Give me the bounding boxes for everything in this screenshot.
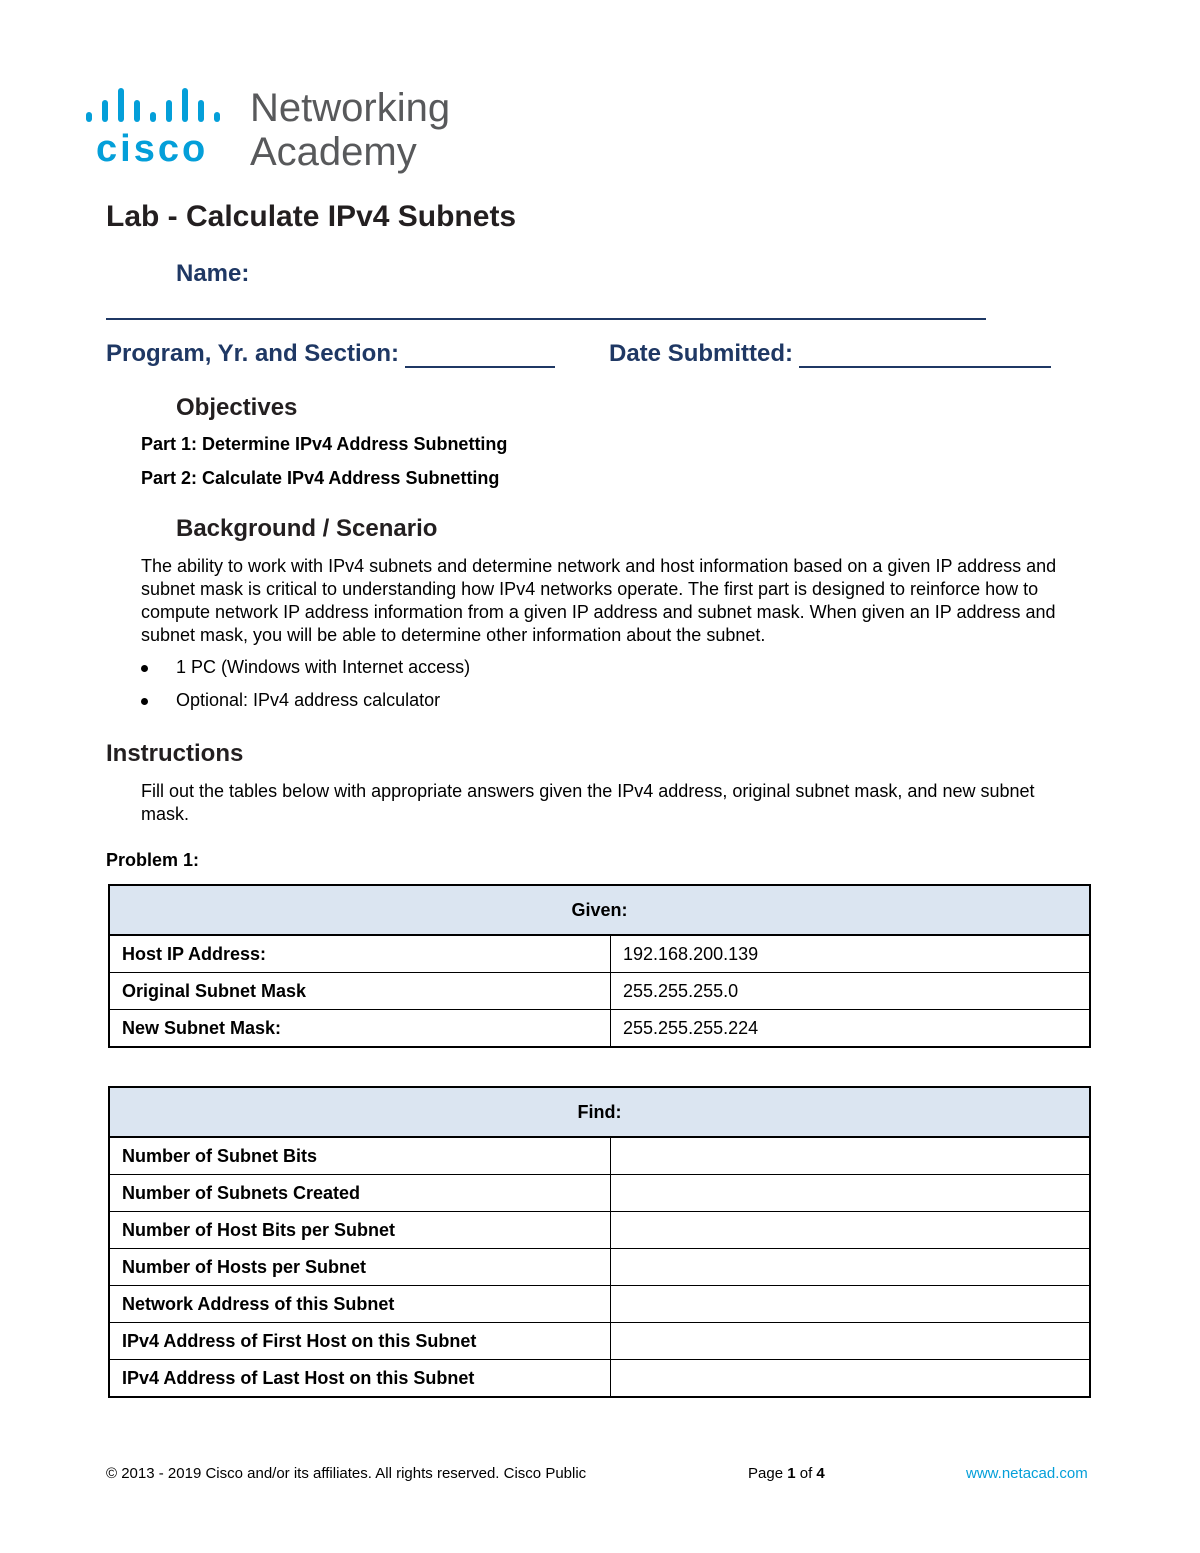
given-table <box>108 884 1091 1048</box>
given-label: Host IP Address: <box>109 935 611 973</box>
find-label: IPv4 Address of First Host on this Subnet <box>109 1323 611 1360</box>
table-row <box>109 1323 1090 1360</box>
given-label: Original Subnet Mask <box>109 973 611 1010</box>
bullet-icon <box>141 698 148 705</box>
problem-1-label: Problem 1: <box>106 850 200 870</box>
find-label: IPv4 Address of Last Host on this Subnet <box>109 1360 611 1398</box>
find-answer-cell[interactable] <box>611 1249 1091 1286</box>
find-answer-cell[interactable] <box>611 1212 1091 1249</box>
find-answer-cell[interactable] <box>611 1137 1091 1175</box>
program-section-field <box>106 340 555 368</box>
find-label: Number of Host Bits per Subnet <box>109 1212 611 1249</box>
find-label: Network Address of this Subnet <box>109 1286 611 1323</box>
given-value: 192.168.200.139 <box>611 935 1091 973</box>
objectives-heading: Objectives <box>176 394 298 421</box>
table-row <box>109 1360 1090 1398</box>
given-value: 255.255.255.224 <box>611 1010 1091 1048</box>
table-row <box>109 935 1090 973</box>
table-row <box>109 973 1090 1010</box>
find-label: Number of Hosts per Subnet <box>109 1249 611 1286</box>
name-field[interactable] <box>106 318 986 320</box>
instructions-text: Fill out the tables below with appropriate answers given the IPv4 address, original subnet mask, and new subnet mask. <box>141 781 1035 824</box>
table-row <box>109 1249 1090 1286</box>
objective-part-2: Part 2: Calculate IPv4 Address Subnetting <box>141 468 500 488</box>
table-row <box>109 1175 1090 1212</box>
networking-academy-wordmark <box>250 86 450 174</box>
objective-part-1: Part 1: Determine IPv4 Address Subnetting <box>141 434 508 454</box>
table-row <box>109 1137 1090 1175</box>
background-heading: Background / Scenario <box>176 515 438 542</box>
logo-line-1: Networking <box>250 86 451 130</box>
name-label: Name: <box>176 260 250 287</box>
program-label: Program, Yr. and Section: <box>106 340 399 367</box>
date-submitted-field <box>609 340 1051 368</box>
find-table-header: Find: <box>109 1087 1090 1137</box>
find-table <box>108 1086 1091 1398</box>
find-label: Number of Subnet Bits <box>109 1137 611 1175</box>
program-input-line[interactable] <box>405 342 555 368</box>
date-input-line[interactable] <box>799 342 1051 368</box>
given-label: New Subnet Mask: <box>109 1010 611 1048</box>
footer-website-link[interactable]: www.netacad.com <box>966 1465 1088 1482</box>
cisco-networking-academy-logo <box>86 88 486 178</box>
table-row <box>109 1010 1090 1048</box>
given-value: 255.255.255.0 <box>611 973 1091 1010</box>
given-table-header: Given: <box>109 885 1090 935</box>
cisco-wordmark: cisco <box>96 128 209 170</box>
instructions-heading: Instructions <box>106 740 244 767</box>
page-title: Lab - Calculate IPv4 Subnets <box>106 200 517 233</box>
find-label: Number of Subnets Created <box>109 1175 611 1212</box>
footer-page-number: Page 1 of 4 <box>748 1465 825 1482</box>
footer-copyright: © 2013 - 2019 Cisco and/or its affiliates. All rights reserved. Cisco Public <box>106 1465 587 1482</box>
date-label: Date Submitted: <box>609 340 794 367</box>
table-row <box>109 1286 1090 1323</box>
table-row <box>109 1212 1090 1249</box>
logo-line-2: Academy <box>250 130 417 174</box>
find-answer-cell[interactable] <box>611 1323 1091 1360</box>
find-answer-cell[interactable] <box>611 1360 1091 1398</box>
find-answer-cell[interactable] <box>611 1175 1091 1212</box>
background-text: The ability to work with IPv4 subnets and determine network and host information based on a given IP address and subnet mask is critical to understanding how IPv4 networks operate. The first part is designed to reinforce how to compute network IP address information from a given IP address and subnet mask. When given an IP address and subnet mask, you will be able to determine other information about the subnet. <box>141 556 1057 645</box>
find-answer-cell[interactable] <box>611 1286 1091 1323</box>
bullet-icon <box>141 665 148 672</box>
